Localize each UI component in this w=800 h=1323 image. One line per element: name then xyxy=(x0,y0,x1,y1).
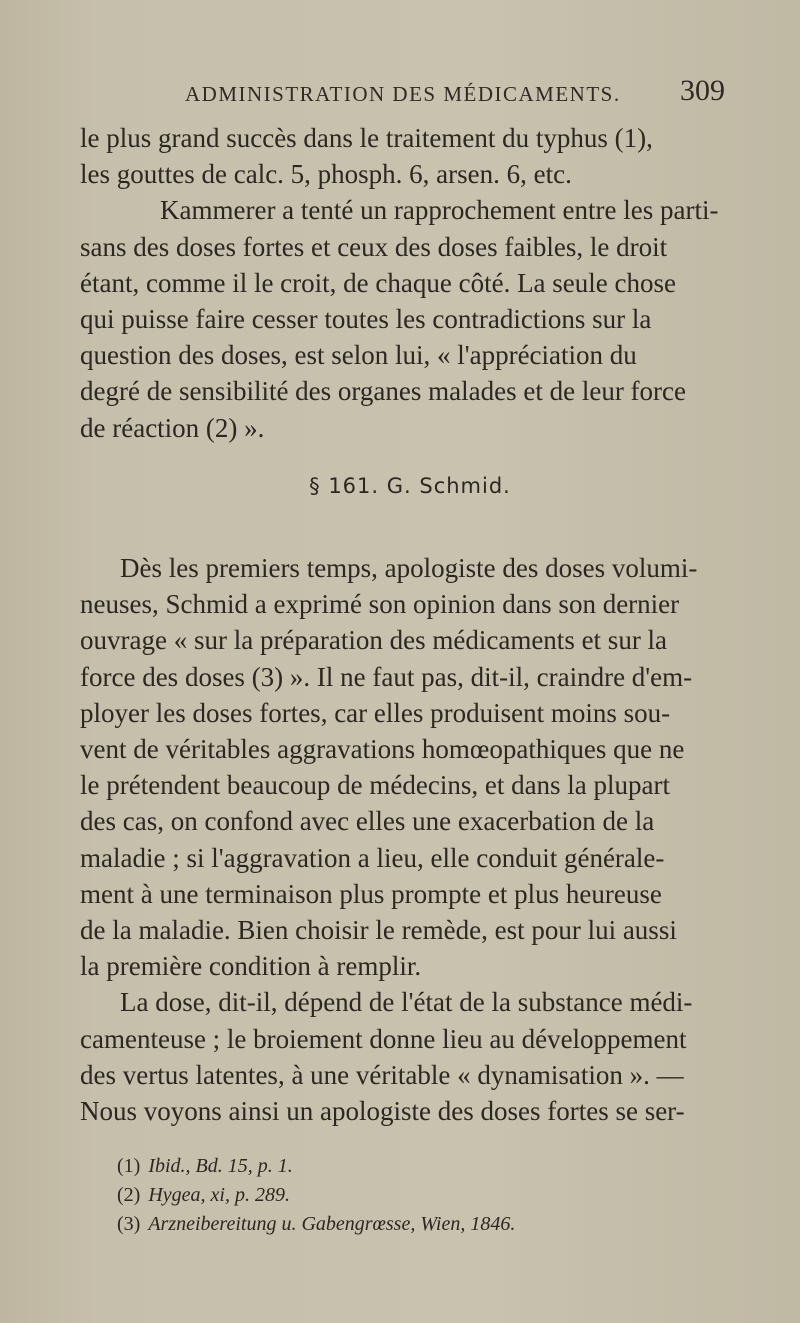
text-line: maladie ; si l'aggravation a lieu, elle conduit générale- xyxy=(80,842,665,873)
text-line: la première condition à remplir. xyxy=(80,951,422,982)
text-line: ment à une terminaison plus prompte et plus heureuse xyxy=(80,878,662,909)
text-line: le prétendent beaucoup de médecins, et dans la plupart xyxy=(80,770,671,801)
footnote-text: Hygea, xi, p. 289. xyxy=(148,1184,290,1206)
footnote-number: (2) xyxy=(117,1184,141,1206)
text-line: des cas, on confond avec elles une exacerbation de la xyxy=(80,806,655,837)
text-line: ployer les doses fortes, car elles produisent moins sou- xyxy=(80,697,671,728)
paragraph xyxy=(80,120,740,192)
text-line: Kammerer a tenté un rapprochement entre les parti- xyxy=(160,195,719,226)
text-line: des vertus latentes, à une véritable « dynamisation ». — xyxy=(80,1059,684,1090)
text-line: neuses, Schmid a exprimé son opinion dans son dernier xyxy=(80,589,680,620)
footnote-text: Ibid., Bd. 15, p. 1. xyxy=(148,1155,293,1177)
footnote xyxy=(117,1152,677,1181)
text-line: degré de sensibilité des organes malades et de leur force xyxy=(80,376,687,407)
text-line: camenteuse ; le broiement donne lieu au développement xyxy=(80,1023,687,1054)
footnote-number: (1) xyxy=(117,1155,141,1177)
paragraph xyxy=(80,192,740,445)
footnote-number: (3) xyxy=(117,1213,141,1235)
running-title: ADMINISTRATION DES MÉDICAMENTS. xyxy=(185,82,621,106)
text-line: qui puisse faire cesser toutes les contradictions sur la xyxy=(80,304,652,335)
text-line: La dose, dit-il, dépend de l'état de la substance médi- xyxy=(120,987,693,1018)
text-line: le plus grand succès dans le traitement du typhus (1), xyxy=(80,123,653,153)
paragraph xyxy=(80,984,740,1129)
page-number: 309 xyxy=(680,74,725,107)
page-header xyxy=(185,74,725,110)
text-line: ouvrage « sur la préparation des médicaments et sur la xyxy=(80,625,668,656)
footnote-text: Arzneibereitung u. Gabengrœsse, Wien, 1846. xyxy=(148,1213,516,1235)
text-line: sans des doses fortes et ceux des doses faibles, le droit xyxy=(80,231,668,262)
text-line: vent de véritables aggravations homœopathiques que ne xyxy=(80,734,685,765)
footnote xyxy=(117,1210,677,1239)
text-line: étant, comme il le croit, de chaque côté. La seule chose xyxy=(80,267,676,298)
text-line: Nous voyons ainsi un apologiste des doses fortes se ser- xyxy=(80,1096,685,1127)
footnotes xyxy=(117,1152,677,1239)
text-line: question des doses, est selon lui, « l'appréciation du xyxy=(80,340,637,371)
text-line: de réaction (2) ». xyxy=(80,412,265,443)
paragraph xyxy=(80,550,740,984)
footnote xyxy=(117,1181,677,1210)
text-line: de la maladie. Bien choisir le remède, est pour lui aussi xyxy=(80,915,677,946)
body-text xyxy=(80,120,740,1129)
text-line: les gouttes de calc. 5, phosph. 6, arsen. 6, etc. xyxy=(80,159,572,190)
section-heading: § 161. G. Schmid. xyxy=(309,473,511,498)
text-line: Dès les premiers temps, apologiste des doses volumi- xyxy=(120,553,698,584)
text-line: force des doses (3) ». Il ne faut pas, dit-il, craindre d'em- xyxy=(80,661,693,692)
